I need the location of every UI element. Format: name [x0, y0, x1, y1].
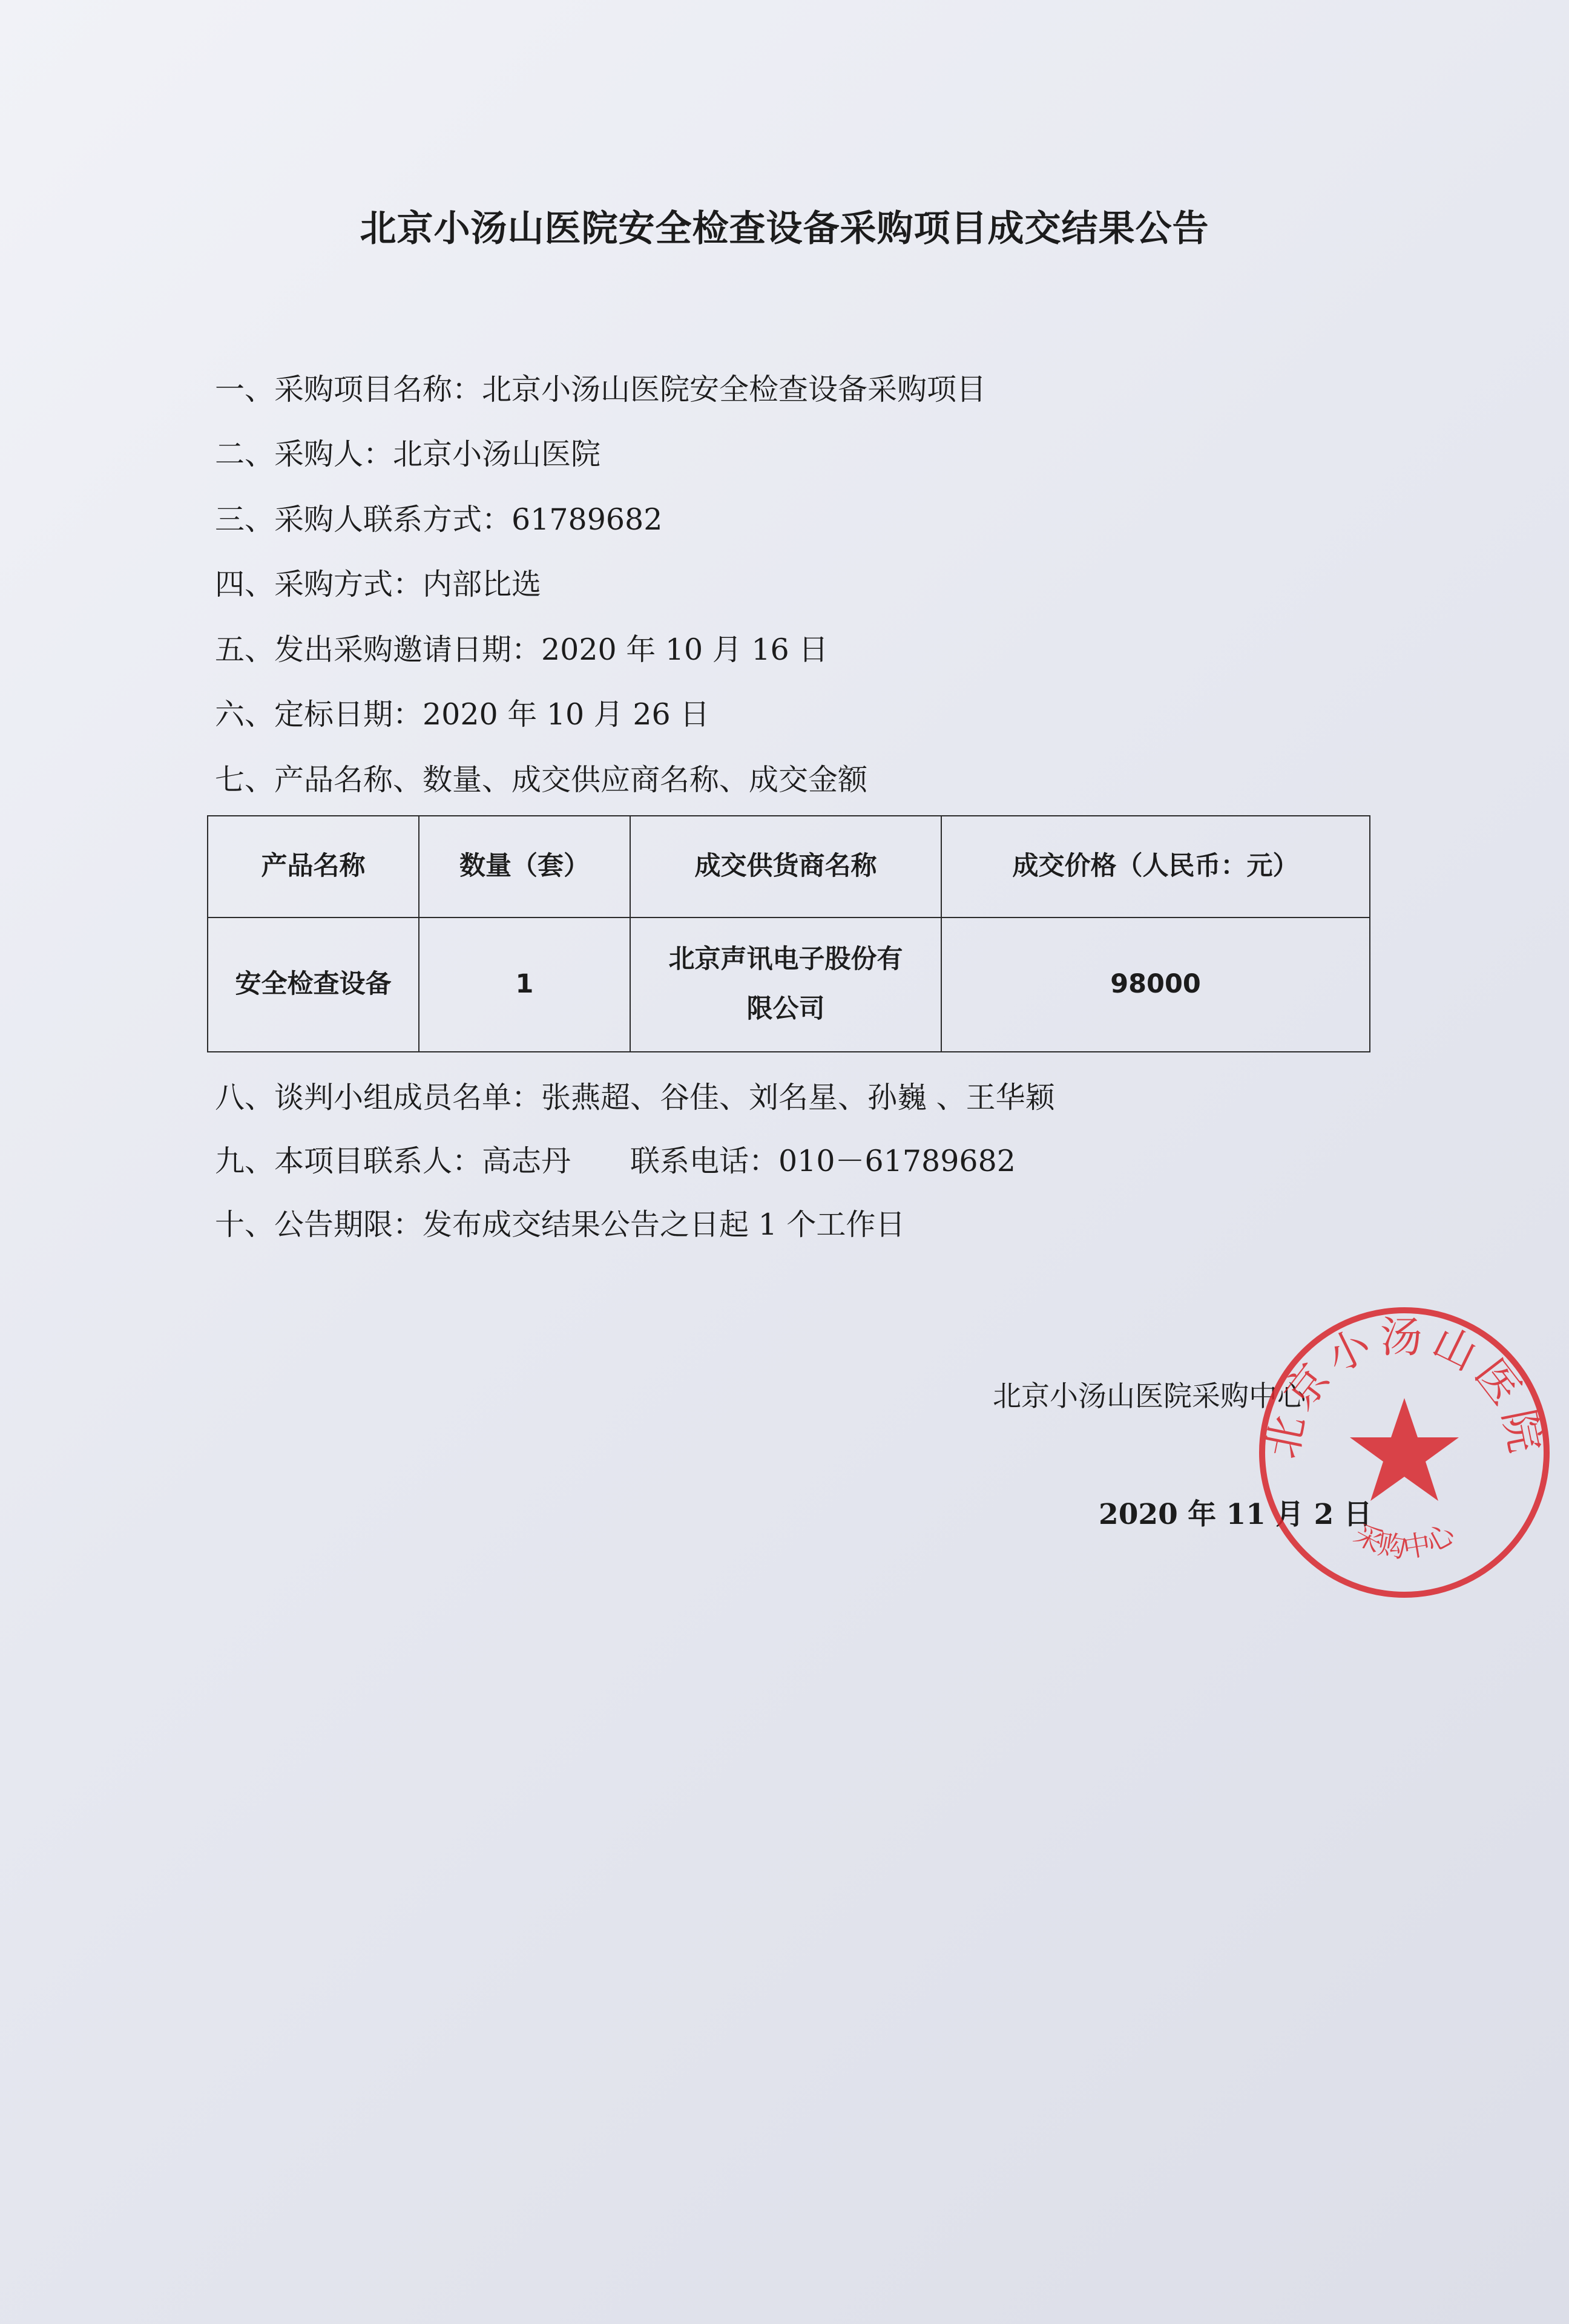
item-table-heading: 七、产品名称、数量、成交供应商名称、成交金额	[215, 763, 868, 797]
cell-supplier-line2: 限公司	[746, 994, 825, 1024]
seal-star-icon	[1350, 1398, 1459, 1501]
result-table	[207, 815, 1370, 1052]
item-project-contact: 九、本项目联系人：高志丹 联系电话：010－61789682	[215, 1144, 1016, 1178]
signature-date: 2020 年 11 月 2 日	[1099, 1498, 1372, 1531]
cell-supplier-line1: 北京声讯电子股份有	[668, 944, 903, 975]
header-quantity: 数量（套）	[419, 816, 630, 917]
header-price: 成交价格（人民币：元）	[941, 816, 1370, 917]
item-panel-members: 八、谈判小组成员名单：张燕超、谷佳、刘名星、孙巍 、王华颖	[215, 1080, 1055, 1115]
seal-bottom-text: 采购中心	[1349, 1517, 1460, 1564]
cell-price: 98000	[941, 917, 1370, 1052]
item-method: 四、采购方式：内部比选	[215, 567, 542, 602]
seal-top-text: 北京小汤山医院	[1257, 1312, 1552, 1463]
item-contact: 三、采购人联系方式：61789682	[215, 502, 663, 537]
page-title: 北京小汤山医院安全检查设备采购项目成交结果公告	[360, 208, 1209, 250]
header-product: 产品名称	[208, 816, 419, 917]
svg-text:采购中心	[1349, 1517, 1461, 1564]
cell-quantity: 1	[419, 917, 630, 1052]
table-header-row	[208, 816, 1370, 917]
table-row	[208, 917, 1370, 1052]
cell-supplier	[630, 917, 941, 1052]
cell-product: 安全检查设备	[208, 917, 419, 1052]
official-seal	[1253, 1301, 1556, 1604]
header-supplier: 成交供货商名称	[630, 816, 941, 917]
item-notice-period: 十、公告期限：发布成交结果公告之日起 1 个工作日	[215, 1207, 906, 1242]
item-project-name: 一、采购项目名称：北京小汤山医院安全检查设备采购项目	[215, 372, 987, 407]
item-invite-date: 五、发出采购邀请日期：2020 年 10 月 16 日	[215, 632, 829, 667]
item-purchaser: 二、采购人：北京小汤山医院	[215, 437, 601, 471]
item-award-date: 六、定标日期：2020 年 10 月 26 日	[215, 697, 710, 732]
signature-org: 北京小汤山医院采购中心	[993, 1380, 1306, 1413]
